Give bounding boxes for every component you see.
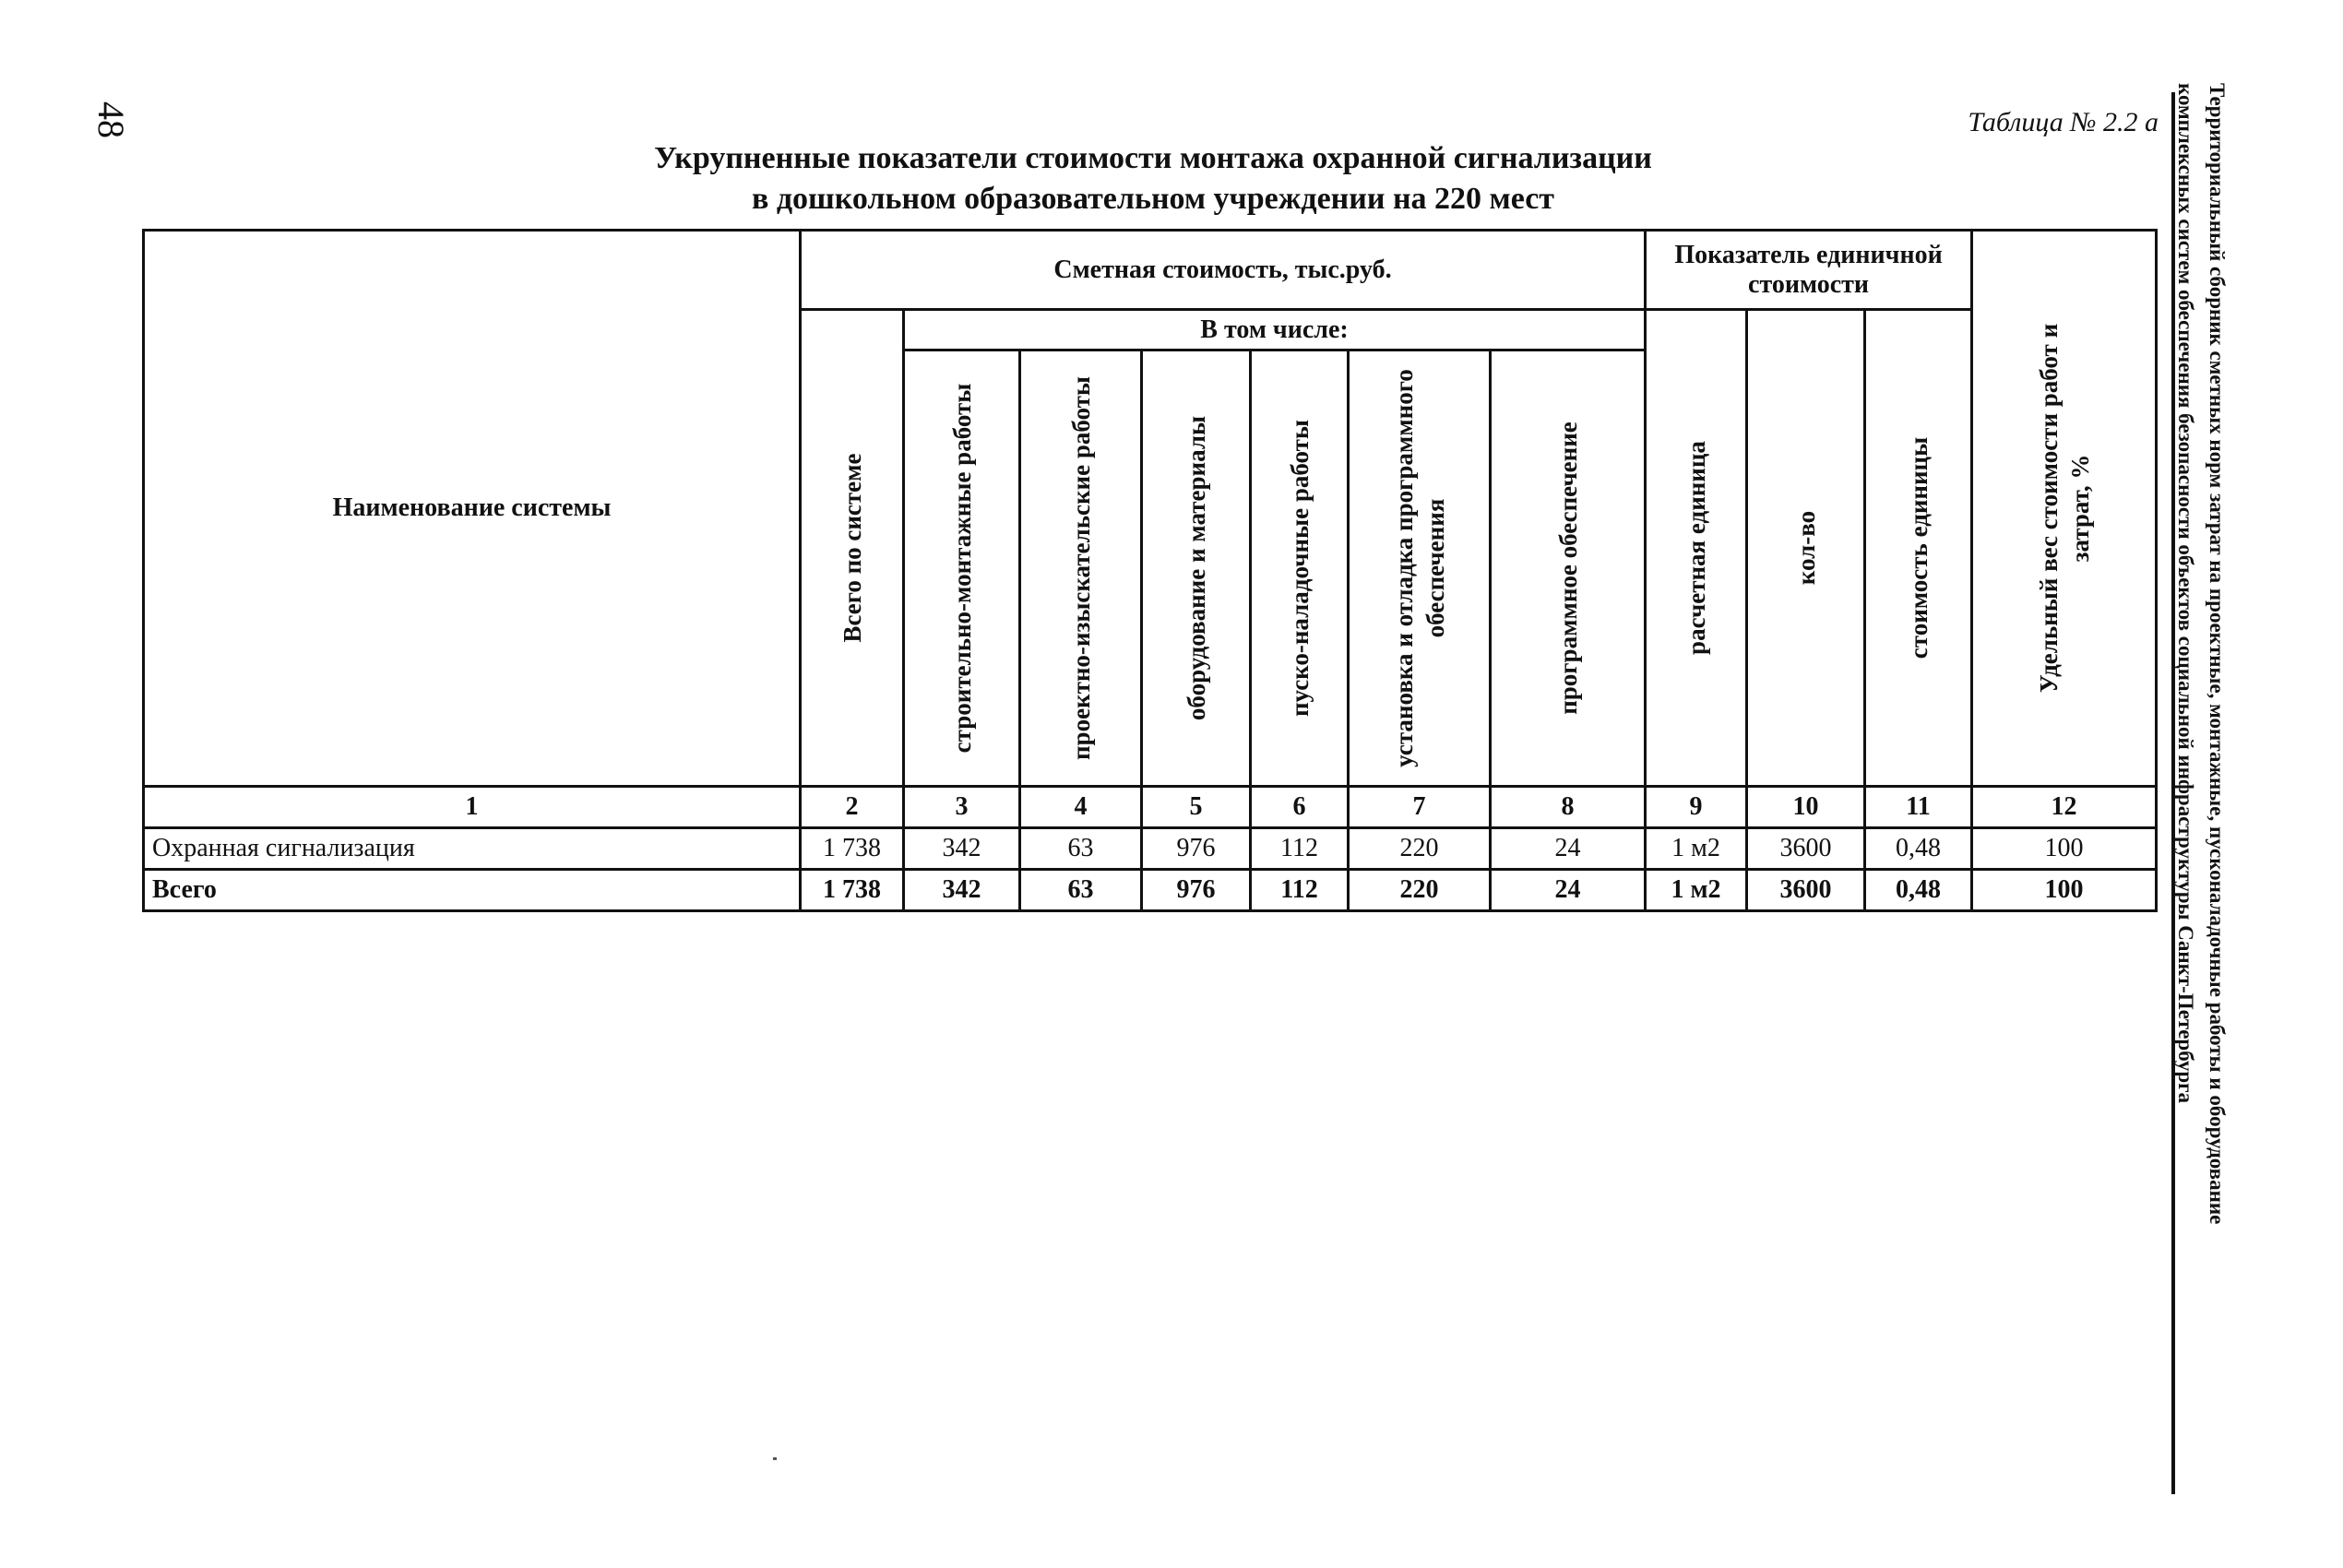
header-software-setup-label: установка и отладка программного обеспечения bbox=[1389, 369, 1449, 767]
page-number: 48 bbox=[90, 101, 132, 138]
cell-software-setup: 220 bbox=[1349, 870, 1491, 911]
cell-commissioning: 112 bbox=[1251, 828, 1349, 870]
header-unit-cost-label: стоимость единицы bbox=[1904, 436, 1933, 659]
cell-commissioning: 112 bbox=[1251, 870, 1349, 911]
header-calc-unit bbox=[1646, 310, 1747, 787]
column-number: 3 bbox=[904, 787, 1020, 828]
cell-software: 24 bbox=[1491, 870, 1646, 911]
cell-total: 1 738 bbox=[801, 828, 904, 870]
header-unit-cost bbox=[1865, 310, 1972, 787]
header-unit-group: Показатель единичной стоимости bbox=[1646, 231, 1972, 310]
running-header-line-1: Территориальный сборник сметных норм затрат на проектные, монтажные, пусконаладочные работы и оборудование bbox=[2206, 83, 2229, 1225]
header-share-label: Удельный вес стоимости работ и затрат, % bbox=[2034, 323, 2094, 694]
page-title bbox=[148, 138, 2159, 220]
column-number: 1 bbox=[144, 787, 801, 828]
header-equipment-label: оборудование и материалы bbox=[1182, 415, 1210, 721]
row-name: Охранная сигнализация bbox=[144, 828, 801, 870]
column-number: 4 bbox=[1020, 787, 1142, 828]
header-calc-unit-label: расчетная единица bbox=[1682, 441, 1710, 655]
header-design bbox=[1020, 350, 1142, 787]
header-construction-label: строительно-монтажные работы bbox=[947, 383, 976, 754]
table-label: Таблица № 2.2 а bbox=[1968, 107, 2159, 137]
cell-share: 100 bbox=[1972, 828, 2157, 870]
cell-design: 63 bbox=[1020, 870, 1142, 911]
header-estimate-group: Сметная стоимость, тыс.руб. bbox=[801, 231, 1646, 310]
column-number-row bbox=[144, 787, 2157, 828]
running-header bbox=[2159, 83, 2232, 1448]
header-share bbox=[1972, 231, 2157, 787]
title-line-2: в дошкольном образовательном учреждении на 220 мест bbox=[751, 182, 1554, 216]
column-number: 10 bbox=[1747, 787, 1865, 828]
cell-software: 24 bbox=[1491, 828, 1646, 870]
header-including: В том числе: bbox=[904, 310, 1646, 350]
cell-equipment: 976 bbox=[1142, 870, 1251, 911]
total-row bbox=[144, 870, 2157, 911]
header-software-label: программное обеспечение bbox=[1553, 422, 1582, 715]
cell-construction: 342 bbox=[904, 870, 1020, 911]
cell-share: 100 bbox=[1972, 870, 2157, 911]
column-number: 11 bbox=[1865, 787, 1972, 828]
header-commissioning bbox=[1251, 350, 1349, 787]
header-software-setup bbox=[1349, 350, 1491, 787]
header-name: Наименование системы bbox=[144, 231, 801, 787]
column-number: 8 bbox=[1491, 787, 1646, 828]
table-row bbox=[144, 828, 2157, 870]
cell-construction: 342 bbox=[904, 828, 1020, 870]
header-quantity-label: кол-во bbox=[1791, 510, 1820, 586]
header-total-label: Всего по системе bbox=[838, 453, 866, 643]
cell-total: 1 738 bbox=[801, 870, 904, 911]
column-number: 7 bbox=[1349, 787, 1491, 828]
header-software bbox=[1491, 350, 1646, 787]
cell-calc-unit: 1 м2 bbox=[1646, 870, 1747, 911]
header-commissioning-label: пуско-наладочные работы bbox=[1285, 419, 1314, 718]
cell-design: 63 bbox=[1020, 828, 1142, 870]
column-number: 9 bbox=[1646, 787, 1747, 828]
cell-unit-cost: 0,48 bbox=[1865, 828, 1972, 870]
cell-quantity: 3600 bbox=[1747, 870, 1865, 911]
column-number: 5 bbox=[1142, 787, 1251, 828]
cell-unit-cost: 0,48 bbox=[1865, 870, 1972, 911]
header-quantity bbox=[1747, 310, 1865, 787]
column-number: 6 bbox=[1251, 787, 1349, 828]
header-design-label: проектно-изыскательские работы bbox=[1066, 376, 1095, 760]
row-name: Всего bbox=[144, 870, 801, 911]
title-line-1: Укрупненные показатели стоимости монтажа охранной сигнализации bbox=[654, 141, 1652, 175]
cell-software-setup: 220 bbox=[1349, 828, 1491, 870]
header-construction bbox=[904, 350, 1020, 787]
cell-calc-unit: 1 м2 bbox=[1646, 828, 1747, 870]
scan-speck bbox=[773, 1457, 777, 1460]
cell-equipment: 976 bbox=[1142, 828, 1251, 870]
header-equipment bbox=[1142, 350, 1251, 787]
cell-quantity: 3600 bbox=[1747, 828, 1865, 870]
running-header-line-2: комплексных систем обеспечения безопасности объектов социальной инфраструктуры Санкт-Петербурга bbox=[2174, 83, 2197, 1104]
header-total bbox=[801, 310, 904, 787]
column-number: 2 bbox=[801, 787, 904, 828]
cost-table bbox=[142, 229, 2158, 912]
column-number: 12 bbox=[1972, 787, 2157, 828]
